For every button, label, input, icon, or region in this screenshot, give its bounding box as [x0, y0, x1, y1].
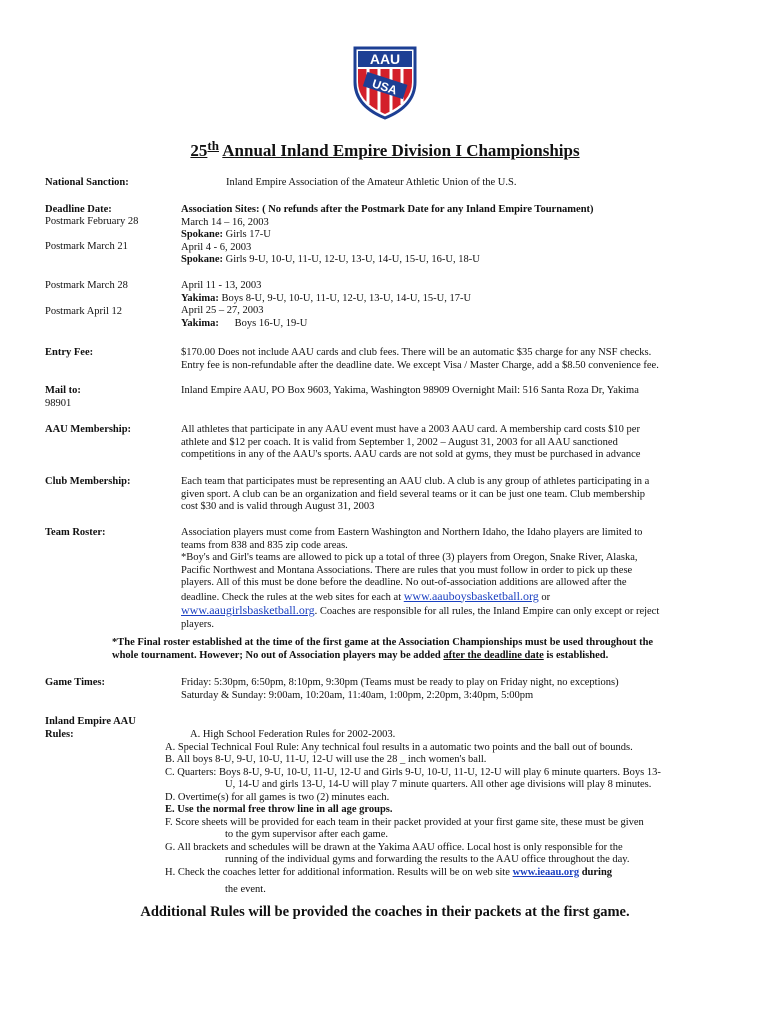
postmark-3: Postmark March 28 [45, 280, 128, 291]
mail-zip: 98901 [45, 398, 72, 409]
sites-label: Association Sites: [181, 204, 260, 215]
rule-i-2: the event. [225, 884, 266, 895]
logo-text-top: AAU [369, 51, 401, 67]
boys-basketball-link[interactable]: www.aauboysbasketball.org [403, 588, 539, 603]
aau-membership-text [181, 424, 726, 462]
site-1-dates: March 14 – 16, 2003 [181, 216, 269, 228]
roster-line-5: players. All of this must be done before the deadline. No out-of-association additions are allowed after the [181, 577, 627, 588]
roster-line-3: *Boy's and Girl's teams are allowed to pick up a total of three (3) players from Oregon, Snake River, Alaska, [181, 552, 638, 563]
membership-line-2: athlete and $12 per coach. It is valid from September 1, 2002 – August 31, 2003 for all AAU sanctioned [181, 436, 618, 448]
rules-label-1: Inland Empire AAU [45, 716, 136, 727]
final-roster-deadline: after the deadline date [443, 650, 544, 661]
rule-g-1: F. Score sheets will be provided for each team in their packet provided at your first game site, these must be given [165, 816, 644, 828]
title-text: Annual Inland Empire Division I Championships [222, 141, 580, 160]
game-times-label: Game Times: [45, 677, 105, 688]
rule-g-2: to the gym supervisor after each game. [225, 829, 388, 840]
club-line-1: Each team that participates must be representing an AAU club. A club is any group of athletes participating in a [181, 476, 650, 487]
site-3-dates: April 11 - 13, 2003 [181, 280, 262, 291]
additional-rules-note: Additional Rules will be provided the coaches in their packets at the first game. [140, 904, 630, 920]
site-4-divisions: Boys 16-U, 19-U [234, 317, 308, 329]
mail-address: Inland Empire AAU, PO Box 9603, Yakima, Washington 98909 Overnight Mail: 516 Santa Roza Dr, Yakima [181, 385, 639, 396]
roster-line-4: Pacific Northwest and Montana Associations. There are rules that you must follow in order to pick up these [181, 564, 633, 576]
rules-label-2: Rules: [45, 729, 74, 740]
sanction-label: National Sanction: [45, 177, 129, 188]
site-1-divisions: Girls 17-U [225, 229, 271, 240]
association-sites-2 [181, 280, 726, 330]
team-roster-text [181, 527, 726, 631]
roster-line-1: Association players must come from Eastern Washington and Northern Idaho, the Idaho players are limited to [181, 527, 643, 538]
aau-logo [350, 42, 420, 120]
site-3-divisions: Boys 8-U, 9-U, 10-U, 11-U, 12-U, 13-U, 14-U, 15-U, 17-U [221, 292, 472, 304]
membership-line-3: competitions in any of the AAU's sports. AAU cards are not sold at gyms, they must be purchased in advance [181, 449, 641, 460]
site-2-divisions: Girls 9-U, 10-U, 11-U, 12-U, 13-U, 14-U, 15-U, 16-U, 18-U [225, 254, 480, 265]
rule-i-during: during [581, 866, 613, 878]
site-4-dates: April 25 – 27, 2003 [181, 305, 264, 316]
page-title [0, 138, 770, 161]
site-2-dates: April 4 - 6, 2003 [181, 241, 252, 253]
ieaau-link[interactable]: www.ieaau.org [512, 866, 580, 878]
rule-f: E. Use the normal free throw line in all age groups. [165, 804, 393, 815]
postmark-4: Postmark April 12 [45, 306, 123, 317]
club-line-2: given sport. A club can be an organization and field several teams or it can be just one team. Club membership [181, 488, 646, 500]
logo-text-mid: USA [370, 76, 399, 98]
site-2-city: Spokane: [181, 254, 224, 265]
roster-line-8: players. [181, 618, 214, 630]
rule-e: D. Overtime(s) for all games is two (2) minutes each. [165, 791, 390, 803]
roster-or: or [541, 591, 551, 603]
final-roster-line-1: *The Final roster established at the time of the first game at the Association Championships must be used throughout the [112, 637, 654, 648]
postmark-1: Postmark February 28 [45, 216, 139, 227]
rule-a: A. High School Federation Rules for 2002-2003. [190, 729, 396, 740]
site-3-city: Yakima: [181, 292, 219, 304]
roster-line-7: . Coaches are responsible for all rules, the Inland Empire can only except or reject [314, 606, 660, 617]
final-roster-line-2c: is established. [546, 650, 609, 661]
final-roster-note [112, 636, 722, 662]
sanction-value: Inland Empire Association of the Amateur Athletic Union of the U.S. [226, 177, 517, 188]
rule-d-1: C. Quarters: Boys 8-U, 9-U, 10-U, 11-U, 12-U and Girls 9-U, 10-U, 11-U, 12-U will play 6 minute quarters. Boys 13- [165, 766, 661, 778]
association-sites [181, 204, 726, 267]
entry-fee-label: Entry Fee: [45, 347, 94, 358]
title-number: 25 [190, 141, 208, 160]
game-times-line-1: Friday: 5:30pm, 6:50pm, 8:10pm, 9:30pm (Teams must be ready to play on Friday night, no exceptions) [181, 677, 619, 688]
aau-membership-label: AAU Membership: [45, 424, 132, 435]
postmark-2: Postmark March 21 [45, 241, 128, 252]
site-1-city: Spokane: [181, 229, 224, 240]
entry-fee-line-2: Entry fee is non-refundable after the deadline date. We except Visa / Master Charge, add a $8.50 convenience fee. [181, 359, 659, 371]
deadline-label: Deadline Date: [45, 204, 112, 215]
rule-c: B. All boys 8-U, 9-U, 10-U, 11-U, 12-U will use the 28 _ inch women's ball. [165, 754, 487, 765]
site-4-city: Yakima: [181, 317, 219, 329]
mail-to-label: Mail to: [45, 385, 81, 396]
rule-b: A. Special Technical Foul Rule: Any technical foul results in a automatic two points and the ball out of bounds. [165, 741, 633, 753]
roster-line-6: deadline. Check the rules at the web sites for each at [181, 591, 402, 603]
roster-line-2: teams from 838 and 835 zip code areas. [181, 539, 348, 551]
rule-d-2: U, 14-U and girls 13-U, 14-U will play 7 minute quarters. All other age divisions will play 8 minutes. [225, 779, 652, 790]
game-times-text [181, 677, 726, 702]
final-roster-line-2a: whole tournament. However; No out of Association players may be added [112, 650, 441, 661]
game-times-line-2: Saturday & Sunday: 9:00am, 10:20am, 11:40am, 1:00pm, 2:20pm, 3:40pm, 5:00pm [181, 689, 534, 701]
club-line-3: cost $30 and is valid through August 31, 2003 [181, 501, 375, 512]
rule-h-2: running of the individual gyms and forwarding the results to the AAU office throughout the day. [225, 854, 630, 865]
girls-basketball-link[interactable]: www.aaugirlsbasketball.org [181, 603, 315, 617]
club-membership-label: Club Membership: [45, 476, 131, 487]
entry-fee-line-1: $170.00 Does not include AAU cards and club fees. There will be an automatic $35 charge for any NSF checks. [181, 347, 652, 358]
membership-line-1: All athletes that participate in any AAU event must have a 2003 AAU card. A membership card costs $10 per [181, 424, 640, 435]
rules-list [165, 729, 730, 897]
team-roster-label: Team Roster: [45, 527, 106, 538]
rule-h-1: G. All brackets and schedules will be drawn at the Yakima AAU office. Local host is only responsible for the [165, 841, 623, 853]
entry-fee-text [181, 347, 726, 372]
title-ordinal: th [207, 138, 219, 153]
club-membership-text [181, 476, 726, 514]
sites-note: ( No refunds after the Postmark Date for any Inland Empire Tournament) [262, 204, 594, 215]
rule-i-1: H. Check the coaches letter for additional information. Results will be on web site [165, 866, 510, 878]
